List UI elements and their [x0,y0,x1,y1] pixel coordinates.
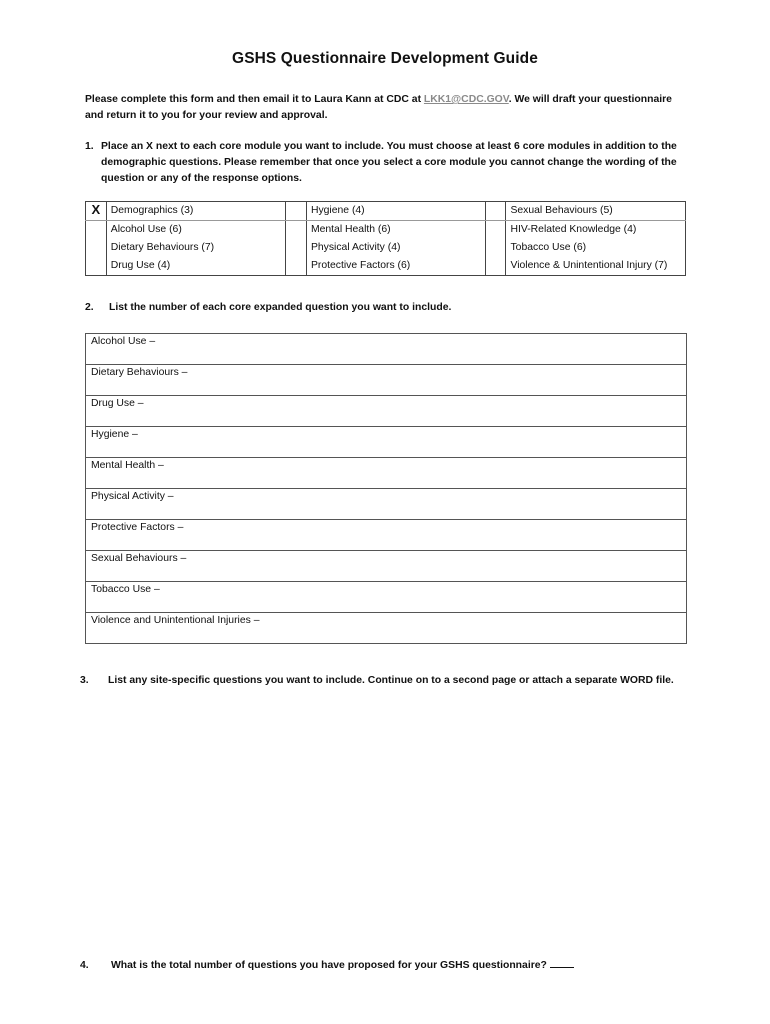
module-checkbox-demographics[interactable] [86,202,107,221]
module-checkbox-mental-health[interactable] [286,221,307,240]
module-sexual-behaviours: Sexual Behaviours (5) [506,202,686,221]
x-mark: X [91,202,101,217]
question-4-number: 4. [80,960,89,971]
question-4-text: What is the total number of questions you have proposed for your GSHS questionnaire? [111,960,547,971]
intro-text-start: Please complete this form and then email it to Laura Kann at CDC at [85,94,424,105]
expanded-field-hygiene[interactable]: Hygiene – [86,427,687,458]
expanded-field-sexual-behaviours[interactable]: Sexual Behaviours – [86,551,687,582]
module-checkbox-alcohol-use[interactable] [86,221,107,240]
expanded-field-dietary-behaviours[interactable]: Dietary Behaviours – [86,365,687,396]
module-drug-use: Drug Use (4) [106,257,286,276]
module-alcohol-use: Alcohol Use (6) [110,224,182,235]
expanded-field-protective-factors[interactable]: Protective Factors – [86,520,687,551]
question-3 [80,672,690,689]
intro-paragraph [85,92,685,124]
module-checkbox-protective-factors[interactable] [286,257,307,276]
expanded-field-violence-injuries[interactable]: Violence and Unintentional Injuries – [86,613,687,644]
module-row [86,221,686,240]
page-title: GSHS Questionnaire Development Guide [232,50,538,67]
module-protective-factors: Protective Factors (6) [306,257,485,276]
module-hiv-knowledge: HIV-Related Knowledge (4) [506,221,686,240]
expanded-field-alcohol-use[interactable]: Alcohol Use – [86,334,687,365]
core-modules-table [85,201,686,276]
expanded-field-physical-activity[interactable]: Physical Activity – [86,489,687,520]
intro-text-end: . We will draft your questionnaire and return it to you for your review and approval. [85,94,672,121]
module-checkbox-physical-activity[interactable] [286,239,307,257]
module-checkbox-sexual-behaviours[interactable] [485,202,506,221]
question-2 [85,302,685,313]
total-questions-blank[interactable] [550,958,574,968]
module-row [86,202,686,221]
module-row [86,257,686,276]
email-link[interactable]: LKK1@CDC.GOV [423,94,509,105]
question-1-text: Place an X next to each core module you want to include. You must choose at least 6 core modules in addition to the demographic questions. Please remember that once you select a core module you cannot change the wording of the question or any of the response options. [101,141,677,184]
expanded-field-drug-use[interactable]: Drug Use – [86,396,687,427]
module-tobacco-use: Tobacco Use (6) [506,239,686,257]
module-demographics: Demographics (3) [106,202,286,221]
question-3-number: 3. [80,675,89,686]
question-1-number: 1. [85,141,94,152]
question-4 [80,958,700,971]
question-2-text: List the number of each core expanded question you want to include. [109,302,452,313]
expanded-field-mental-health[interactable]: Mental Health – [86,458,687,489]
expanded-field-tobacco-use[interactable]: Tobacco Use – [86,582,687,613]
question-3-text: List any site-specific questions you want to include. Continue on to a second page or attach a separate WORD file. [108,675,674,686]
module-checkbox-tobacco-use[interactable] [485,239,506,257]
module-mental-health: Mental Health (6) [310,224,391,235]
module-checkbox-hiv-knowledge[interactable] [485,221,506,240]
module-hygiene: Hygiene (4) [306,202,485,221]
module-violence-injury: Violence & Unintentional Injury (7) [506,257,686,276]
module-checkbox-hygiene[interactable] [286,202,307,221]
module-dietary-behaviours: Dietary Behaviours (7) [110,242,215,253]
question-2-number: 2. [85,302,94,313]
module-checkbox-dietary-behaviours[interactable] [86,239,107,257]
module-physical-activity: Physical Activity (4) [310,242,401,253]
question-1 [85,139,685,187]
module-row [86,239,686,257]
expanded-questions-table [85,333,687,644]
module-checkbox-violence-injury[interactable] [485,257,506,276]
module-checkbox-drug-use[interactable] [86,257,107,276]
